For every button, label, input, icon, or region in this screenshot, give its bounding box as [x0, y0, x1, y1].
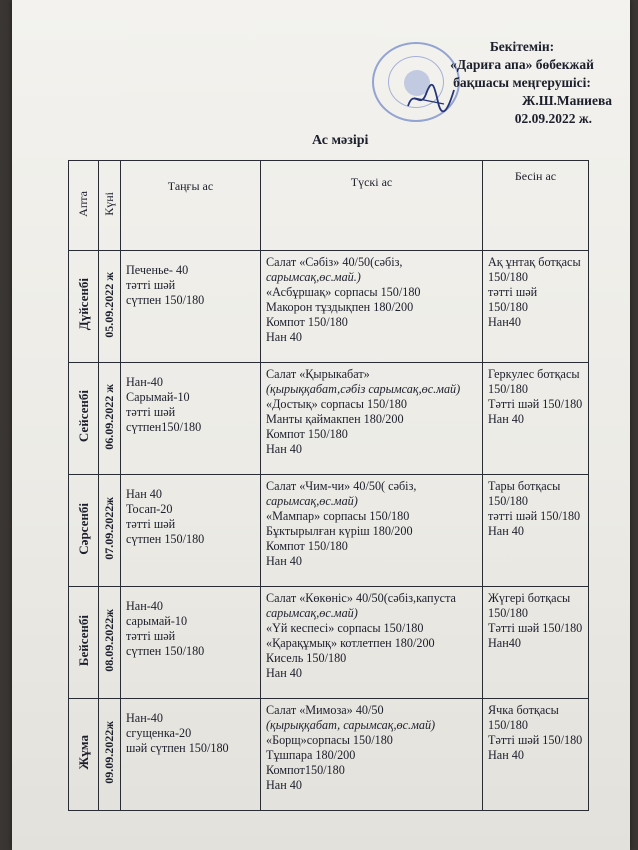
menu-item-line: «Қарақұмық» котлетпен 180/200	[266, 636, 435, 650]
menu-item-line: 150/180	[488, 606, 528, 620]
breakfast-cell	[121, 363, 261, 475]
menu-date: 07.09.2022ж	[99, 475, 121, 587]
approval-line: Ж.Ш.Маниева	[521, 93, 612, 108]
menu-item-line: «Борщ»сорпасы 150/180	[266, 733, 393, 747]
day-of-week: Сейсенбі	[69, 363, 99, 475]
table-row	[69, 475, 589, 587]
menu-item-line: 150/180	[488, 494, 528, 508]
menu-item-line: Компот 150/180	[266, 427, 348, 441]
menu-item-line: Салат «Қырыкабат»	[266, 367, 370, 381]
menu-item-line: Нан-40	[126, 711, 163, 725]
menu-item-line: сүтпен 150/180	[126, 532, 205, 546]
lunch-cell	[261, 699, 483, 811]
table-row	[69, 251, 589, 363]
menu-item-line: Нан 40	[266, 330, 302, 344]
table-header-row	[69, 161, 589, 251]
menu-item-line: тәтті шәй	[126, 629, 176, 643]
menu-item-line: Нан40	[488, 315, 521, 329]
menu-date: 08.09.2022ж	[99, 587, 121, 699]
snack-cell	[483, 587, 589, 699]
lunch-cell	[261, 363, 483, 475]
menu-item-line: «Мампар» сорпасы 150/180	[266, 509, 410, 523]
menu-item-line: сүтпен150/180	[126, 420, 202, 434]
menu-item-line: 150/180	[488, 718, 528, 732]
menu-item-line: Жүгері ботқасы	[488, 591, 571, 605]
menu-item-line: сарымсақ,өс.май.)	[266, 270, 361, 284]
menu-item-line: Тұшпара 180/200	[266, 748, 356, 762]
lunch-cell	[261, 587, 483, 699]
menu-item-line: Нан 40	[126, 487, 162, 501]
menu-item-line: Нан 40	[488, 748, 524, 762]
menu-item-line: шәй сүтпен 150/180	[126, 741, 229, 755]
lunch-cell	[261, 251, 483, 363]
menu-item-line: 150/180	[488, 270, 528, 284]
day-of-week: Сәрсенбі	[69, 475, 99, 587]
menu-item-line: «Асбұршақ» сорпасы 150/180	[266, 285, 421, 299]
approval-block	[422, 38, 622, 128]
page-title: Ас мәзірі	[312, 133, 369, 148]
approval-line: «Дариға апа» бөбекжай	[450, 57, 594, 72]
menu-item-line: Нан40	[488, 636, 521, 650]
menu-table	[68, 160, 589, 811]
menu-item-line: тәтті шәй	[126, 278, 176, 292]
menu-item-line: сарымсақ,өс.май)	[266, 606, 358, 620]
menu-item-line: (қырыққабат,сәбіз сарымсақ,өс.май)	[266, 382, 461, 396]
menu-item-line: сарымай-10	[126, 614, 188, 628]
header-snack: Бесін ас	[483, 161, 589, 251]
menu-item-line: Нан 40	[488, 412, 524, 426]
menu-item-line: Нан 40	[266, 554, 302, 568]
breakfast-cell	[121, 475, 261, 587]
breakfast-cell	[121, 587, 261, 699]
table-row	[69, 587, 589, 699]
menu-item-line: Нан 40	[266, 666, 302, 680]
menu-item-line: сүтпен 150/180	[126, 644, 205, 658]
menu-item-line: Салат «Чим-чи» 40/50( сәбіз,	[266, 479, 417, 493]
menu-item-line: Бұктырылған күріш 180/200	[266, 524, 413, 538]
menu-item-line: Нан-40	[126, 375, 163, 389]
menu-item-line: Кисель 150/180	[266, 651, 347, 665]
header-week: Апта	[69, 161, 99, 251]
menu-item-line: Нан-40	[126, 599, 163, 613]
menu-item-line: Макорон тұздықпен 180/200	[266, 300, 414, 314]
table-row	[69, 699, 589, 811]
breakfast-cell	[121, 699, 261, 811]
day-of-week: Дүйсенбі	[69, 251, 99, 363]
menu-item-line: Манты қаймакпен 180/200	[266, 412, 404, 426]
header-breakfast: Таңғы ас	[121, 161, 261, 251]
header-date: Күні	[99, 161, 121, 251]
menu-date: 05.09.2022 ж	[99, 251, 121, 363]
menu-item-line: Ячка ботқасы	[488, 703, 559, 717]
menu-item-line: Салат «Көкөніс» 40/50(сәбіз,капуста	[266, 591, 456, 605]
menu-item-line: Тары ботқасы	[488, 479, 561, 493]
approval-line: бақшасы меңгерушісі:	[453, 75, 591, 90]
menu-item-line: Геркулес ботқасы	[488, 367, 580, 381]
menu-item-line: Нан 40	[266, 442, 302, 456]
menu-item-line: 150/180	[488, 300, 528, 314]
menu-item-line: тәтті шәй 150/180	[488, 509, 581, 523]
menu-item-line: Компот150/180	[266, 763, 345, 777]
snack-cell	[483, 699, 589, 811]
menu-item-line: тәтті шәй	[488, 285, 538, 299]
menu-item-line: Компот 150/180	[266, 315, 348, 329]
menu-item-line: Тәтті шәй 150/180	[488, 733, 583, 747]
menu-item-line: Тосап-20	[126, 502, 173, 516]
approval-date: 02.09.2022 ж.	[514, 111, 592, 126]
menu-item-line: Нан 40	[266, 778, 302, 792]
lunch-cell	[261, 475, 483, 587]
menu-item-line: тәтті шәй	[126, 517, 176, 531]
menu-date: 06.09.2022 ж	[99, 363, 121, 475]
menu-item-line: Компот 150/180	[266, 539, 348, 553]
menu-item-line: 150/180	[488, 382, 528, 396]
menu-item-line: сүтпен 150/180	[126, 293, 205, 307]
snack-cell	[483, 475, 589, 587]
menu-item-line: Салат «Мимоза» 40/50	[266, 703, 384, 717]
table-row	[69, 363, 589, 475]
snack-cell	[483, 251, 589, 363]
menu-document	[12, 0, 630, 850]
menu-item-line: Печенье- 40	[126, 263, 189, 277]
day-of-week: Бейсенбі	[69, 587, 99, 699]
menu-item-line: Салат «Сәбіз» 40/50(сәбіз,	[266, 255, 403, 269]
menu-item-line: Нан 40	[488, 524, 524, 538]
menu-item-line: (қырыққабат, сарымсақ,өс.май)	[266, 718, 436, 732]
menu-item-line: Тәтті шәй 150/180	[488, 621, 583, 635]
menu-item-line: «Үй кеспесі» сорпасы 150/180	[266, 621, 424, 635]
menu-item-line: Тәтті шәй 150/180	[488, 397, 583, 411]
menu-item-line: сарымсақ,өс.май)	[266, 494, 358, 508]
menu-item-line: Ақ ұнтақ ботқасы	[488, 255, 581, 269]
menu-item-line: Сарымай-10	[126, 390, 190, 404]
header-lunch: Түскі ас	[261, 161, 483, 251]
menu-item-line: тәтті шәй	[126, 405, 176, 419]
breakfast-cell	[121, 251, 261, 363]
snack-cell	[483, 363, 589, 475]
menu-date: 09.09.2022ж	[99, 699, 121, 811]
day-of-week: Жұма	[69, 699, 99, 811]
menu-item-line: сгущенка-20	[126, 726, 192, 740]
menu-item-line: «Достық» сорпасы 150/180	[266, 397, 407, 411]
approval-line: Бекітемін:	[489, 39, 555, 54]
